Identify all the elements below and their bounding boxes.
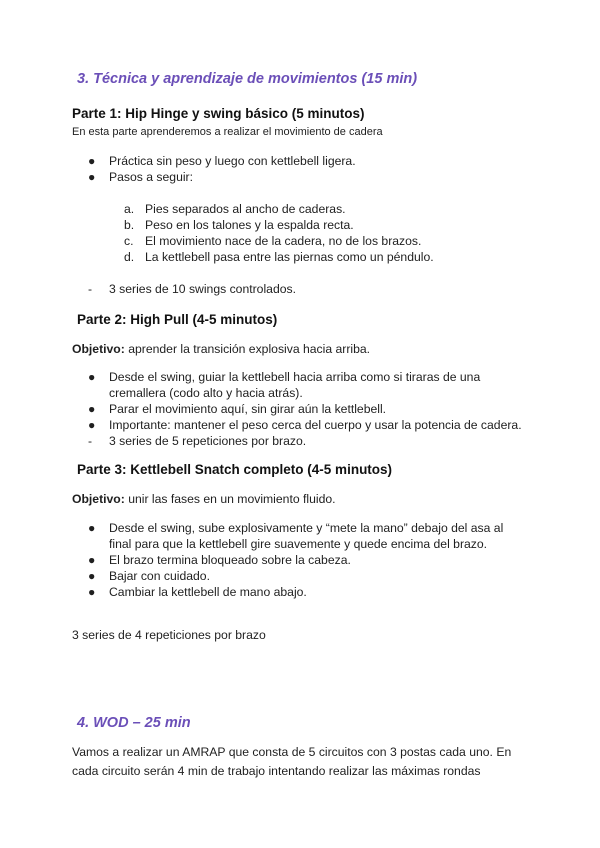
section-3-title: 3. Técnica y aprendizaje de movimientos (15 min) [77, 71, 418, 87]
list-item-text: Cambiar la kettlebell de mano abajo. [109, 585, 307, 599]
bullet-marker: ● [88, 521, 96, 535]
list-item-text: Desde el swing, sube explosivamente y “mete la mano” debajo del asa al final para que la kettlebell gire suavemente y quede encima del brazo. [109, 521, 504, 551]
list-item-text: Parar el movimiento aquí, sin girar aún la kettlebell. [109, 402, 387, 416]
part-2-title: Parte 2: High Pull (4-5 minutos) [77, 312, 278, 327]
step-marker: c. [124, 234, 134, 248]
part-3-objective [72, 492, 336, 506]
list-item-text: Pasos a seguir: [109, 170, 194, 184]
step-text: El movimiento nace de la cadera, no de los brazos. [145, 234, 422, 248]
bullet-marker: ● [88, 569, 96, 583]
dash-marker: - [88, 282, 93, 296]
objective-text: aprender la transición explosiva hacia arriba. [128, 342, 371, 356]
step-item [124, 201, 346, 217]
step-item [124, 249, 434, 265]
part-3-title: Parte 3: Kettlebell Snatch completo (4-5 minutos) [77, 462, 393, 477]
list-item-text: 3 series de 10 swings controlados. [109, 282, 296, 296]
step-text: Pies separados al ancho de caderas. [145, 202, 346, 216]
list-item-text: Importante: mantener el peso cerca del cuerpo y usar la potencia de cadera. [109, 418, 522, 432]
part-1-intro: En esta parte aprenderemos a realizar el movimiento de cadera [72, 126, 383, 138]
step-marker: a. [124, 202, 135, 216]
step-marker: b. [124, 218, 135, 232]
step-text: La kettlebell pasa entre las piernas como un péndulo. [145, 250, 434, 264]
bullet-marker: ● [88, 370, 96, 384]
section-4-paragraph: Vamos a realizar un AMRAP que consta de 5 circuitos con 3 postas cada uno. En cada circuito serán 4 min de trabajo intentando realizar las máximas rondas [72, 745, 512, 778]
part-2-objective [72, 342, 370, 356]
part-1-title: Parte 1: Hip Hinge y swing básico (5 minutos) [72, 106, 365, 121]
bullet-marker: ● [88, 154, 96, 168]
objective-text: unir las fases en un movimiento fluido. [128, 492, 336, 506]
list-item-text: Bajar con cuidado. [109, 569, 210, 583]
bullet-marker: ● [88, 402, 96, 416]
bullet-marker: ● [88, 553, 96, 567]
objective-label: Objetivo: [72, 342, 125, 356]
step-item [124, 233, 421, 249]
list-item-text: El brazo termina bloqueado sobre la cabeza. [109, 553, 351, 567]
bullet-marker: ● [88, 170, 96, 184]
list-item-text: Práctica sin peso y luego con kettlebell ligera. [109, 154, 356, 168]
dash-marker: - [88, 434, 93, 448]
step-marker: d. [124, 250, 135, 264]
list-item-text: 3 series de 5 repeticiones por brazo. [109, 434, 307, 448]
list-item-text: Desde el swing, guiar la kettlebell hacia arriba como si tiraras de una cremallera (codo alto y hacia atrás). [109, 370, 481, 400]
step-item [124, 217, 354, 233]
objective-label: Objetivo: [72, 492, 125, 506]
section-4-title: 4. WOD – 25 min [77, 715, 191, 731]
bullet-marker: ● [88, 418, 96, 432]
part-3-series: 3 series de 4 repeticiones por brazo [72, 628, 266, 642]
bullet-marker: ● [88, 585, 96, 599]
step-text: Peso en los talones y la espalda recta. [145, 218, 354, 232]
